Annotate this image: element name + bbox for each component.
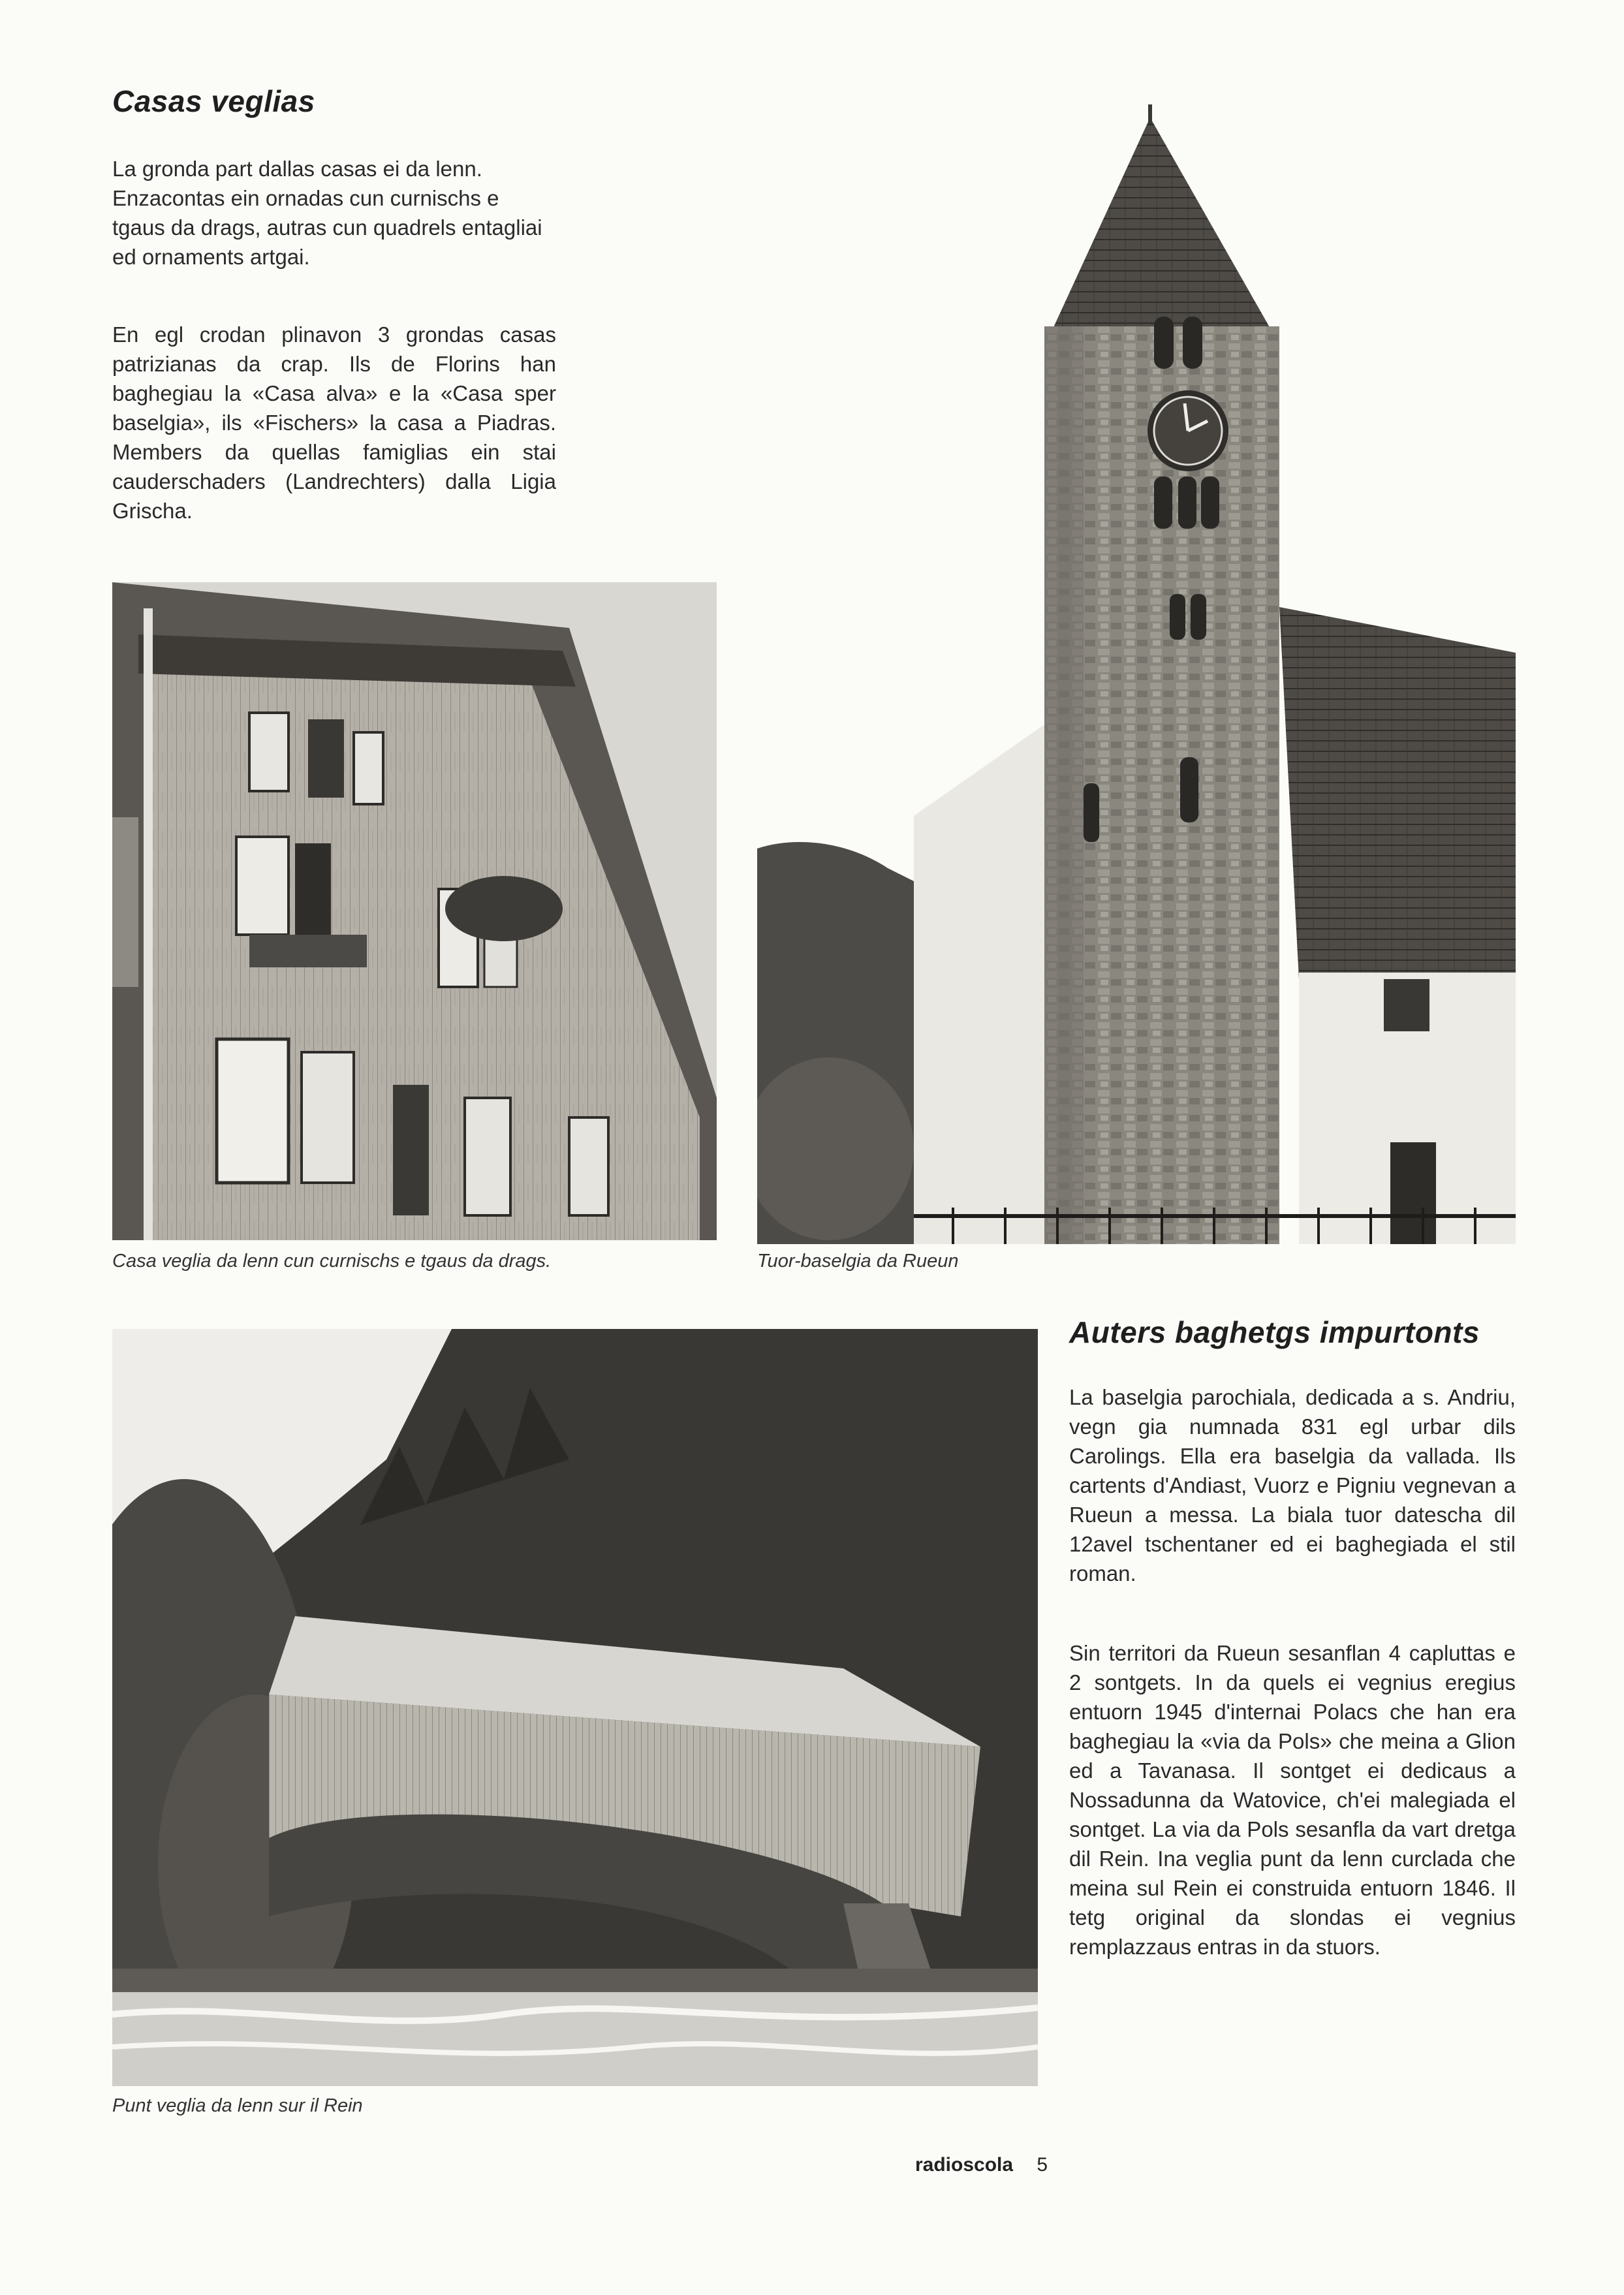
paragraph-parish-church: La baselgia parochiala, dedicada a s. Andriu, vegn gia numnada 831 egl urbar dils Carolings. Ella era baselgia da vallada. Ils cartents d'Andiast, Vuorz e Pigniu vegnevan a Rueun a messa. La biala tuor datescha dil 12avel tschentaner ed ei baghegiada el stil roman. [1069,1385,1516,1585]
section-heading-auters-baghetgs: Auters baghetgs impurtonts [1069,1315,1480,1349]
bridge-photo [112,1329,1038,2086]
tower-caption: Tuor-baselgia da Rueun [757,1251,959,1272]
house-photo [112,582,717,1240]
paragraph-patrician-houses: En egl crodan plinavon 3 grondas casas patrizianas da crap. Ils de Florins han baghegiau la «Casa alva» e la «Casa sper baselgia», ils «Fischers» la casa a Piadras. Members da quellas famiglias ein stai cauderschaders (Landrechters) dalla Ligia Grischa. [112,322,556,523]
paragraph-houses-wood: La gronda part dallas casas ei da lenn. Enzacontas ein ornadas cun curnischs e tgaus da drags, autras cun quadrels entagliai ed ornaments artgai. [112,157,542,269]
section-heading-casas-veglias: Casas veglias [112,84,315,118]
paragraph-chapels-bridge: Sin territori da Rueun sesanflan 4 capluttas e 2 sontgets. In da quels ei vegnius eregius entuorn 1945 d'internai Polacs che han era baghegiau la «via da Pols» che meina a Glion ed a Tavanasa. Il sontget ei dedicaus a Nossadunna da Watovice, ch'ei malegiada el sontget. La via da Pols sesanfla da vart dretga dil Rein. Ina veglia punt da lenn curclada che meina sul Rein ei construida entuorn 1846. Il tetg original da slondas ei vegnius remplazzaus entras in da stuors. [1069,1641,1516,1959]
page-number: 5 [1037,2154,1048,2176]
publication-name: radioscola [915,2154,1014,2176]
house-caption: Casa veglia da lenn cun curnischs e tgaus da drags. [112,1251,552,1272]
church-tower-photo [757,104,1516,1244]
page-footer [915,2154,1048,2176]
bridge-caption: Punt veglia da lenn sur il Rein [112,2095,363,2116]
clock-face-icon [1148,390,1228,471]
